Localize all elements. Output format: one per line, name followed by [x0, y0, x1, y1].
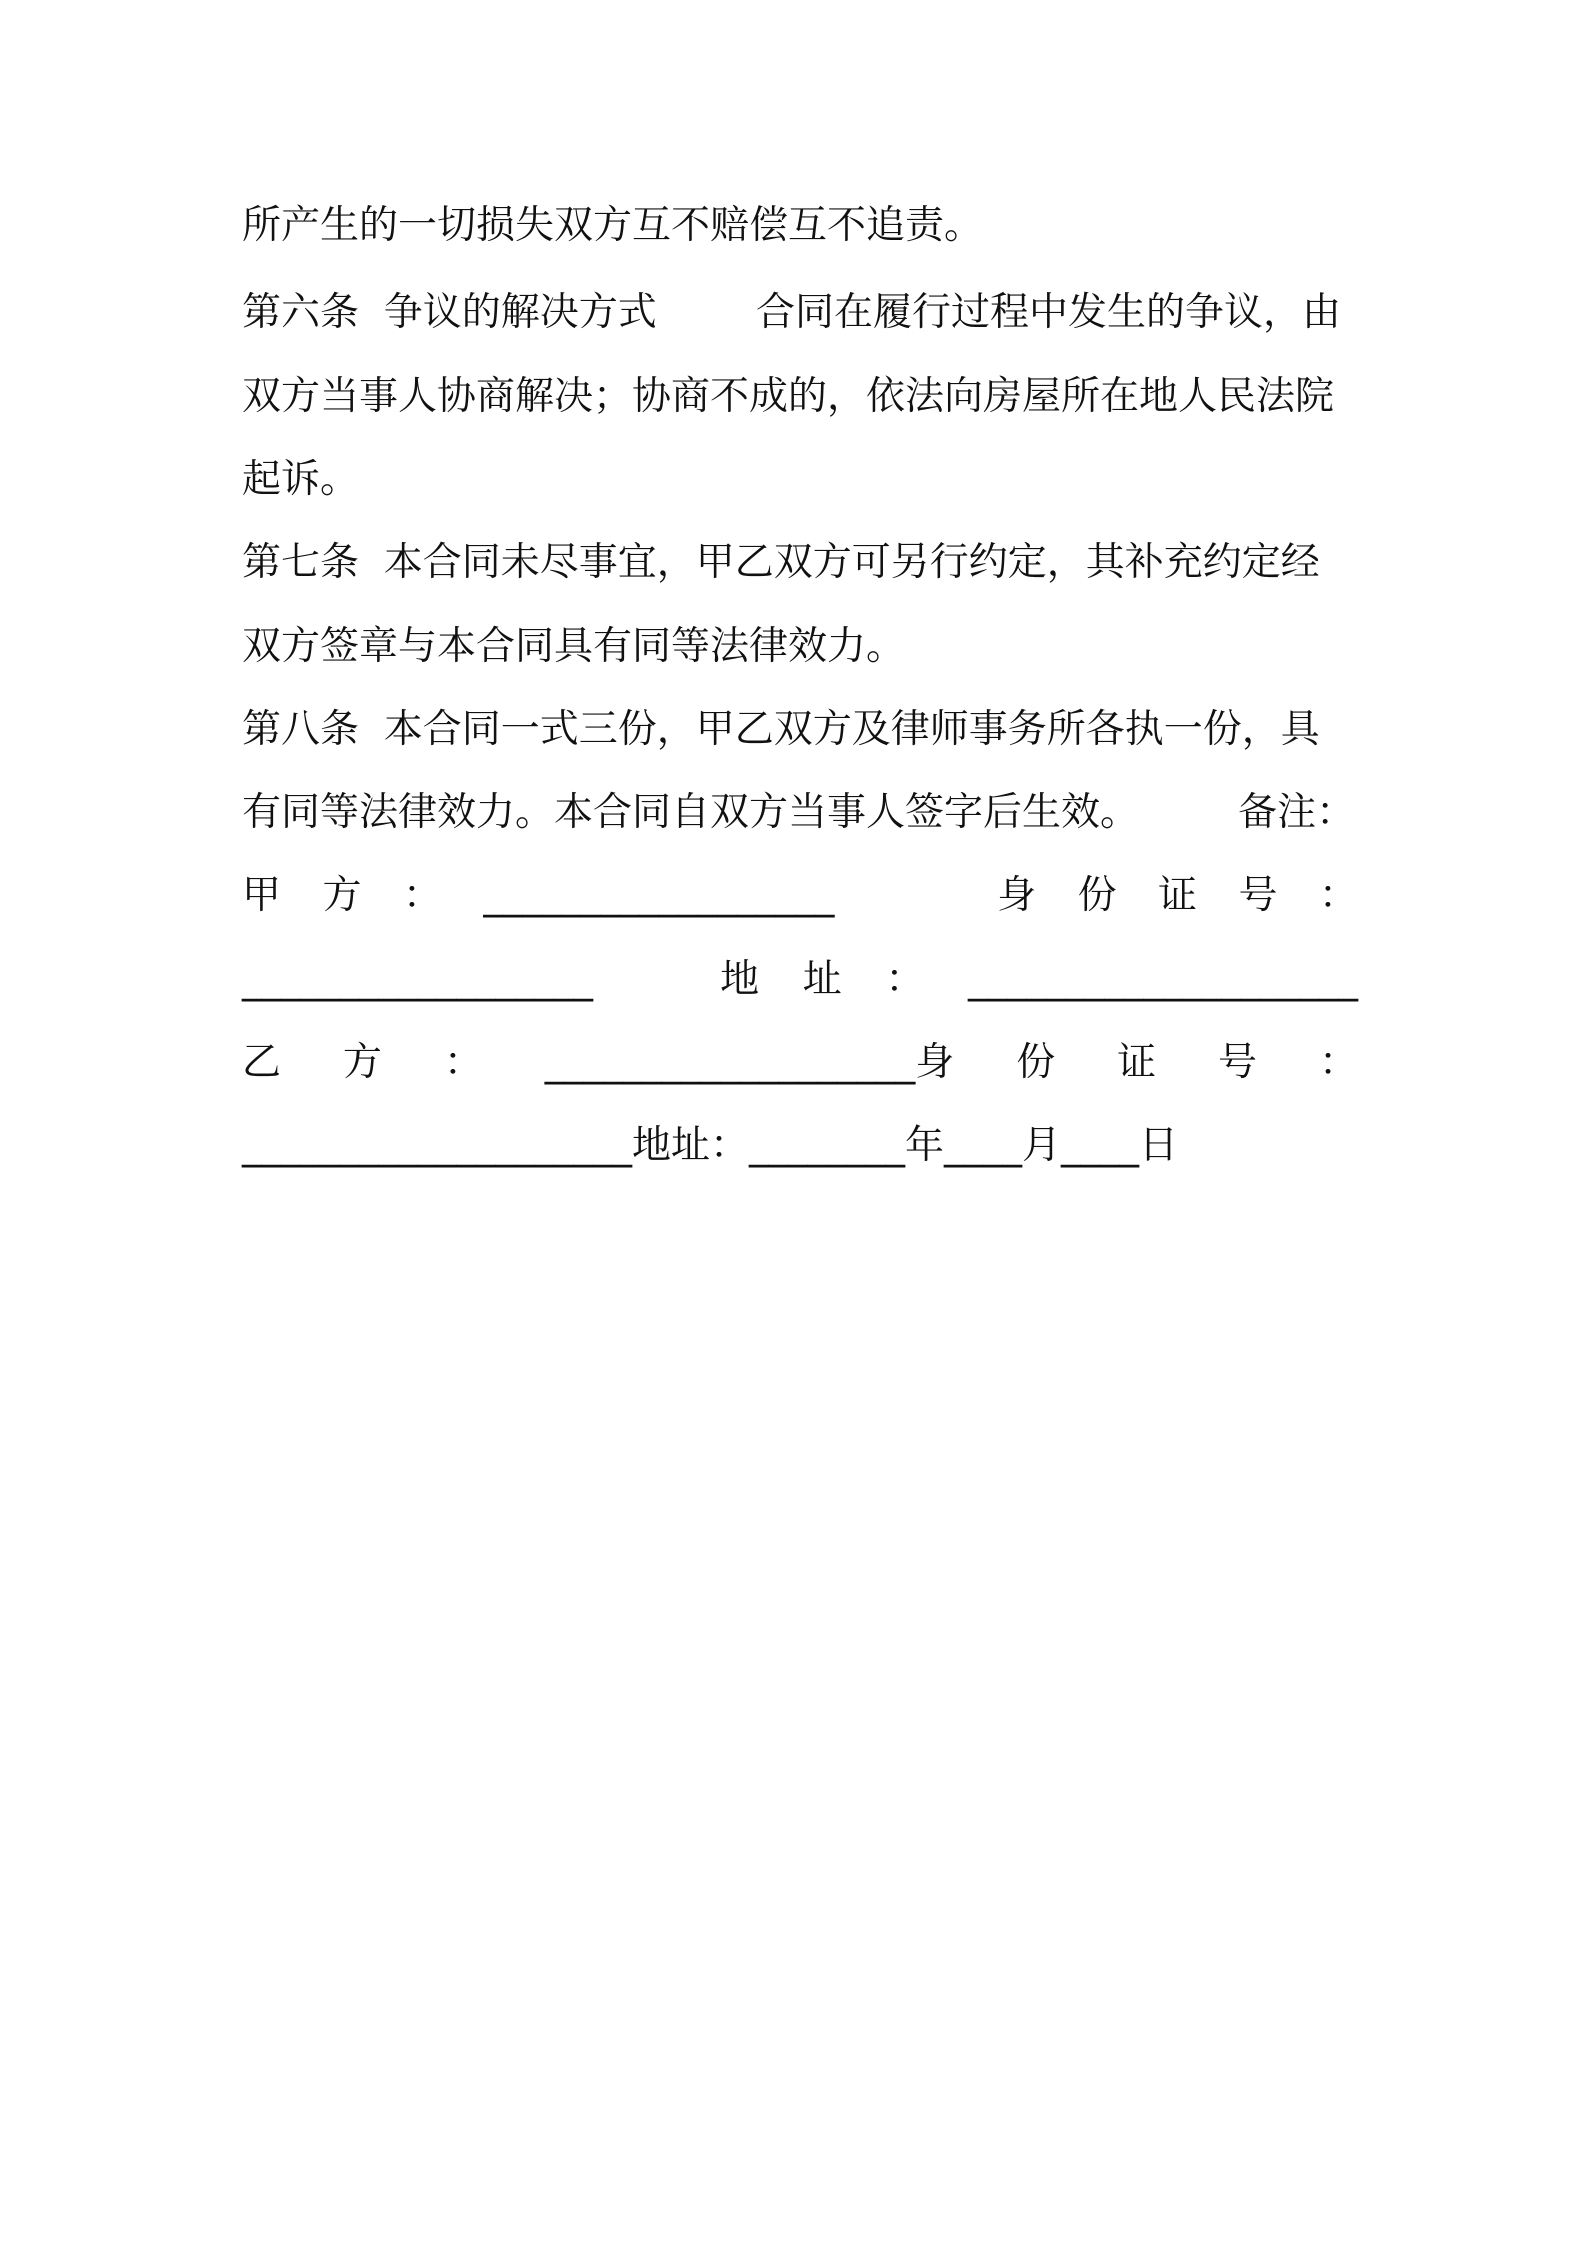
- party-b-colon: ：: [443, 1040, 483, 1085]
- address-label-char-2: 址: [802, 957, 842, 1002]
- party-b-address-date-row: ____________________地址：________年____月____日: [242, 1123, 1179, 1168]
- id-label-char-4: 号: [1238, 873, 1278, 918]
- id-label-colon: ：: [1318, 873, 1358, 918]
- party-b-blank-and-id-char-1: ___________________身: [544, 1040, 955, 1085]
- article-eight-line: 第八条 本合同一式三份，甲乙双方及律师事务所各执一份，具: [242, 707, 1320, 752]
- party-a-id-row: [242, 866, 1358, 926]
- party-a-blank: __________________: [483, 873, 835, 918]
- id-label-char-2: 份: [1077, 873, 1117, 918]
- article-six-heading-line: 第六条 争议的解决方式 合同在履行过程中发生的争议，由: [242, 290, 1341, 335]
- article-seven-line: 第七条 本合同未尽事宜，甲乙双方可另行约定，其补充约定经: [242, 540, 1320, 585]
- id-label-char-3: 证: [1158, 873, 1198, 918]
- id-label-colon: ：: [1318, 1040, 1358, 1085]
- party-a-id-blank: __________________: [242, 957, 593, 1002]
- party-a-address-blank: ____________________: [967, 957, 1358, 1002]
- party-a-char-1: 甲: [242, 873, 282, 918]
- paragraph-line: 双方当事人协商解决；协商不成的，依法向房屋所在地人民法院: [242, 374, 1335, 419]
- party-b-id-row: [242, 1033, 1358, 1093]
- remark-line: 有同等法律效力。本合同自双方当事人签字后生效。 备注：: [242, 790, 1356, 835]
- id-label-char-2: 份: [1016, 1040, 1056, 1085]
- id-label-char-1: 身: [997, 873, 1037, 918]
- paragraph-line: 所产生的一切损失双方互不赔偿互不追责。: [242, 203, 984, 248]
- paragraph-line: 双方签章与本合同具有同等法律效力。: [242, 624, 906, 669]
- address-label-char-1: 地: [720, 957, 760, 1002]
- party-a-address-row: [242, 950, 1358, 1010]
- id-label-char-4: 号: [1218, 1040, 1258, 1085]
- party-b-char-1: 乙: [242, 1040, 282, 1085]
- address-label-colon: ：: [885, 957, 925, 1002]
- id-label-char-3: 证: [1117, 1040, 1157, 1085]
- party-b-char-2: 方: [342, 1040, 382, 1085]
- paragraph-line: 起诉。: [242, 457, 360, 502]
- party-a-char-2: 方: [322, 873, 362, 918]
- party-a-colon: ：: [402, 873, 442, 918]
